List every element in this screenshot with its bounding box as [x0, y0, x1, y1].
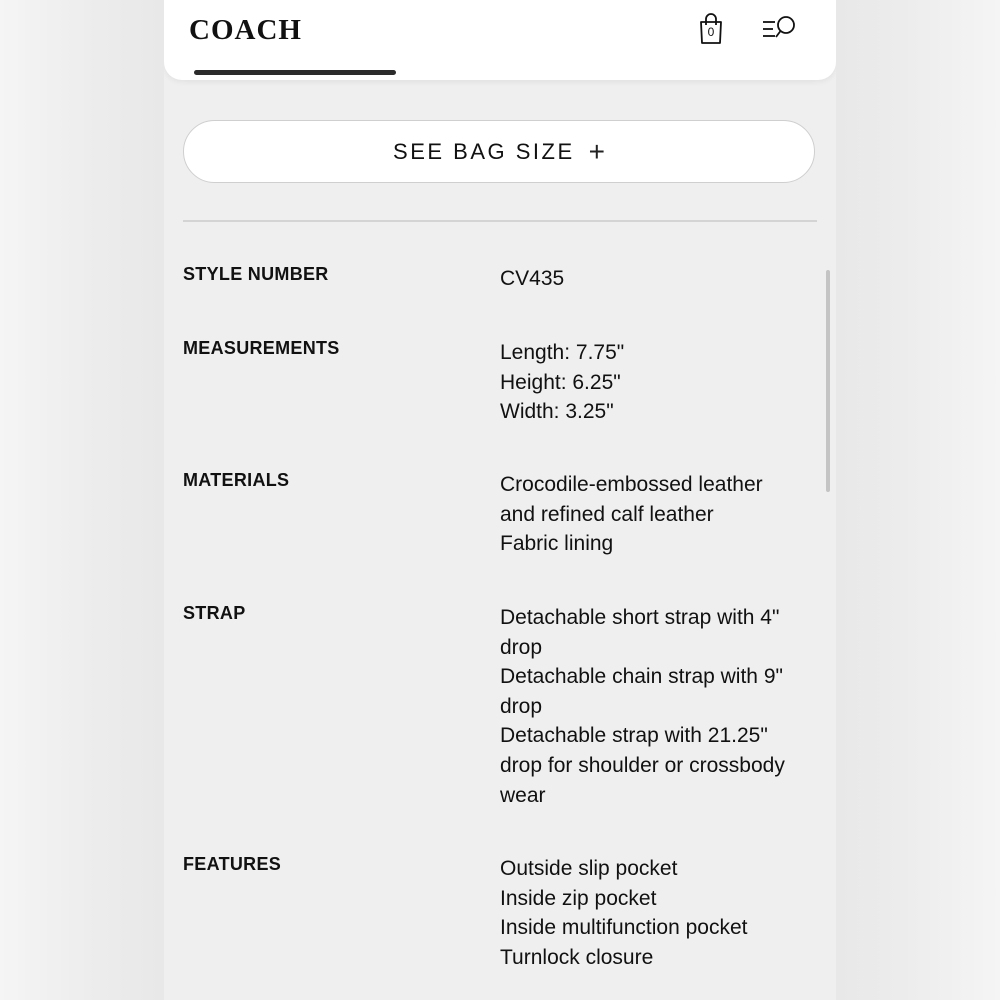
section-divider	[183, 220, 817, 222]
background-left	[0, 0, 164, 1000]
spec-line: Detachable strap with 21.25"	[500, 724, 768, 748]
scrollbar[interactable]	[826, 270, 830, 492]
shopping-bag-icon[interactable]	[696, 13, 726, 45]
spec-line: Crocodile-embossed leather	[500, 473, 763, 496]
coach-logo[interactable]: COACH	[189, 14, 302, 46]
spec-line: and refined calf leather	[500, 502, 714, 526]
spec-line: drop for shoulder or crossbody	[500, 753, 785, 777]
spec-line: Detachable chain strap with 9"	[500, 665, 783, 689]
site-header	[164, 0, 836, 80]
spec-line: Height: 6.25"	[500, 370, 621, 394]
spec-line: wear	[500, 783, 546, 807]
spec-line: Detachable short strap with 4"	[500, 606, 780, 629]
spec-line: drop	[500, 635, 543, 659]
see-bag-size-label: SEE BAG SIZE	[393, 138, 575, 164]
spec-line: Inside zip pocket	[500, 886, 657, 910]
features-label: FEATURES	[183, 854, 282, 874]
measurements-values	[500, 338, 820, 427]
plus-icon: +	[588, 135, 605, 167]
strap-values	[500, 603, 820, 810]
bag-count: 0	[707, 25, 715, 39]
active-tab-indicator	[194, 70, 396, 75]
see-bag-size-button[interactable]	[183, 120, 815, 183]
spec-line: Turnlock closure	[500, 945, 654, 969]
features-values	[500, 854, 820, 972]
style-number-label: STYLE NUMBER	[183, 264, 329, 284]
measurements-label: MEASUREMENTS	[183, 338, 340, 358]
menu-search-icon[interactable]	[761, 14, 799, 42]
strap-label: STRAP	[183, 603, 246, 623]
spec-line: Length: 7.75"	[500, 341, 625, 364]
background-right	[836, 0, 1000, 1000]
materials-values	[500, 470, 820, 559]
style-number-value	[500, 264, 820, 294]
spec-line: drop	[500, 694, 543, 718]
spec-line: Inside multifunction pocket	[500, 916, 748, 940]
spec-line: Width: 3.25"	[500, 400, 614, 424]
mobile-page	[164, 0, 836, 1000]
spec-line: CV435	[500, 267, 565, 290]
spec-line: Fabric lining	[500, 532, 614, 556]
materials-label: MATERIALS	[183, 470, 290, 490]
spec-line: Outside slip pocket	[500, 857, 678, 880]
